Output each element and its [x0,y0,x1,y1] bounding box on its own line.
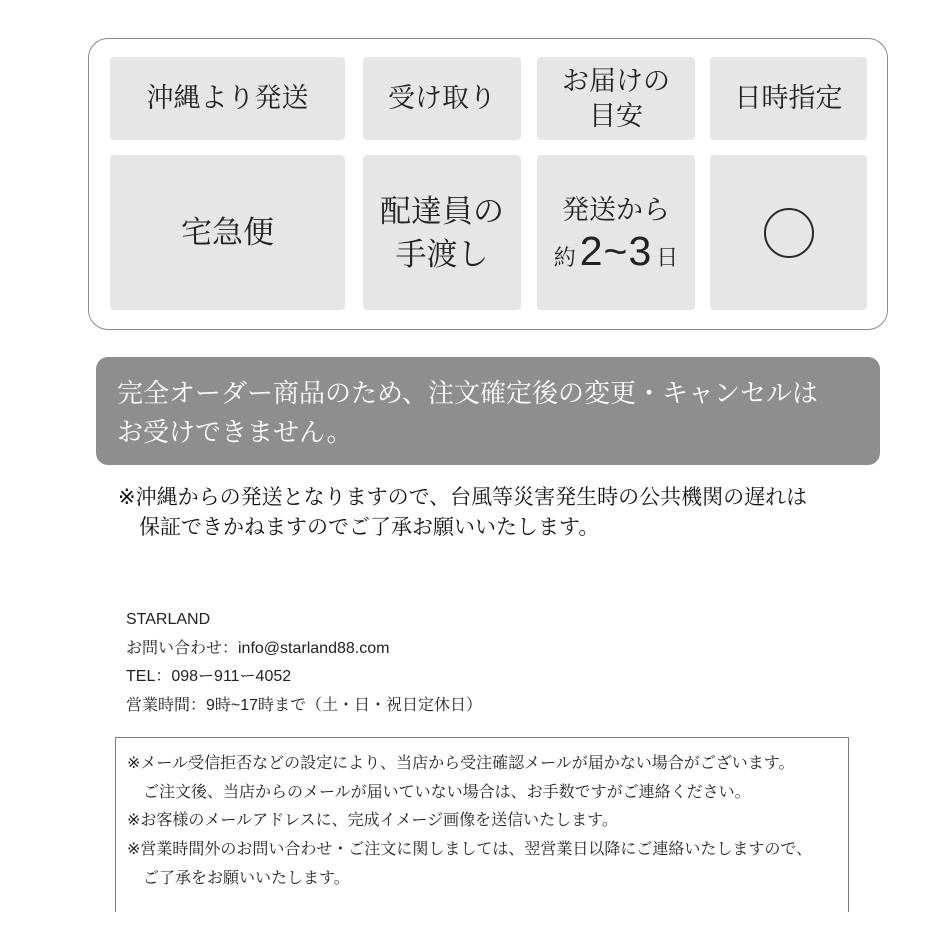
mail-notes-box [115,737,849,912]
header-cell-receipt [363,57,521,140]
estimate-days: 2~3 [579,227,653,274]
circle-mark-icon [764,208,814,258]
value-cell-delivery-estimate [537,155,695,310]
shop-name: STARLAND [126,611,211,628]
header-cell-ships-from [110,57,345,140]
mail-note-line-2: ご注文後、当店からのメールが届いていない場合は、お手数ですがご連絡ください。 [143,783,751,801]
header-label-line-2: 目安 [589,100,643,131]
receipt-value-line-1: 配達員の [380,193,504,229]
mail-note-line-4: ※営業時間外のお問い合わせ・ご注文に関しましては、翌営業日以降にご連絡いたしますので、 [127,841,813,859]
contact-email: お問い合わせ：info@starland88.com [126,639,390,657]
shipping-delay-note [118,483,807,543]
header-label: 沖縄より発送 [146,83,309,113]
header-label-line-1: お届けの [562,65,670,96]
value-cell-receipt [363,155,521,310]
business-hours: 営業時間：9時~17時まで（土・日・祝日定休日） [126,696,483,714]
banner-line-2: お受けできません。 [117,417,353,447]
receipt-value-line-2: 手渡し [395,236,489,272]
estimate-prefix: 約 [553,244,576,270]
header-cell-date-time-designation [710,57,867,140]
mail-note-line-1: ※メール受信拒否などの設定により、当店から受注確認メールが届かない場合がございます。 [127,755,795,772]
contact-tel: TEL：098ー911ー4052 [126,668,292,685]
note-line-1: ※沖縄からの発送となりますので、台風等災害発生時の公共機関の遅れは [118,486,808,509]
header-label: 日時指定 [734,83,843,113]
mail-note-line-3: ※お客様のメールアドレスに、完成イメージ画像を送信いたします。 [127,812,618,830]
carrier-value: 宅急便 [181,215,274,250]
value-cell-carrier [110,155,345,310]
header-cell-delivery-estimate [537,57,695,140]
estimate-suffix: 日 [656,244,679,270]
note-line-2: 保証できかねますのでご了承お願いいたします。 [139,516,600,539]
contact-info [126,606,482,720]
header-label: 受け取り [388,83,496,113]
banner-line-1: 完全オーダー商品のため、注文確定後の変更・キャンセルは [117,378,818,408]
value-cell-date-time-designation [710,155,867,310]
estimate-line-2 [554,228,679,274]
custom-order-notice-banner [96,357,880,465]
mail-note-line-5: ご了承をお願いいたします。 [143,869,350,887]
estimate-line-1: 発送から [562,194,670,225]
